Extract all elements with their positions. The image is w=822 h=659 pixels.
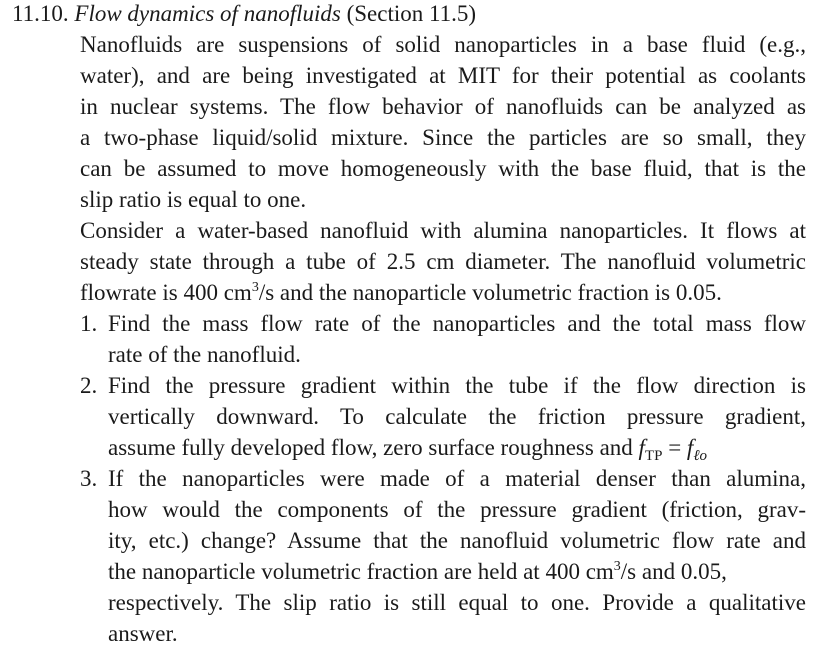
setup-line: Consider a water-based nanofluid with alumina nanoparticles. It flows at xyxy=(80,218,806,243)
problem-heading xyxy=(12,0,476,28)
item-1-line: rate of the nanofluid. xyxy=(108,342,301,367)
problem-number: 11.10. xyxy=(12,1,69,26)
item-number: 2. xyxy=(80,373,98,398)
setup-line: flowrate is 400 $cm^3/s$ and the nanoparticle volumetric fraction is 0.05. xyxy=(80,280,722,305)
item-2-line: assume fully developed flow, zero surface roughness and $f_{TP} = f_{\ell o}$ xyxy=(108,435,708,464)
subscript-tp: TP xyxy=(644,448,663,464)
item-3-line: answer. xyxy=(108,621,178,646)
intro-line: a two-phase liquid/solid mixture. Since the particles are so small, they xyxy=(80,125,806,150)
problem-title: Flow dynamics of nanofluids xyxy=(74,1,341,26)
item-2-line: Find the pressure gradient within the tube if the flow direction is xyxy=(108,373,806,398)
item-3-line: respectively. The slip ratio is still equal to one. Provide a qualitative xyxy=(108,590,806,615)
setup-line: steady state through a tube of 2.5 cm diameter. The nanofluid volumetric xyxy=(80,249,806,274)
item-number: 3. xyxy=(80,466,98,491)
intro-line: in nuclear systems. The flow behavior of nanofluids can be analyzed as xyxy=(80,94,806,119)
item-3-line: how would the components of the pressure gradient (friction, grav- xyxy=(108,497,806,522)
item-2-line: vertically downward. To calculate the friction pressure gradient, xyxy=(108,404,806,429)
superscript-three: 3 xyxy=(251,280,259,295)
item-number: 1. xyxy=(80,311,98,336)
superscript-three: 3 xyxy=(613,559,621,574)
intro-line: slip ratio is equal to one. xyxy=(80,187,307,212)
friction-factor-symbol: f xyxy=(638,435,645,460)
item-3-line: ity, etc.) change? Assume that the nanofluid volumetric flow rate and xyxy=(108,528,806,553)
intro-line: Nanofluids are suspensions of solid nanoparticles in a base fluid (e.g., xyxy=(80,32,806,57)
intro-line: can be assumed to move homogeneously with the base fluid, that is the xyxy=(80,156,806,181)
item-3-line: the nanoparticle volumetric fraction are held at 400 $cm^3/s$ and 0.05, xyxy=(108,559,727,584)
friction-factor-symbol: f xyxy=(686,435,694,460)
intro-line: water), and are being investigated at MIT for their potential as coolants xyxy=(80,63,806,88)
item-1-line: Find the mass flow rate of the nanoparticles and the total mass flow xyxy=(108,311,806,336)
subscript-lo: ℓo xyxy=(693,448,708,464)
problem-section-ref: (Section 11.5) xyxy=(346,1,477,26)
item-3-line: If the nanoparticles were made of a material denser than alumina, xyxy=(108,466,806,491)
